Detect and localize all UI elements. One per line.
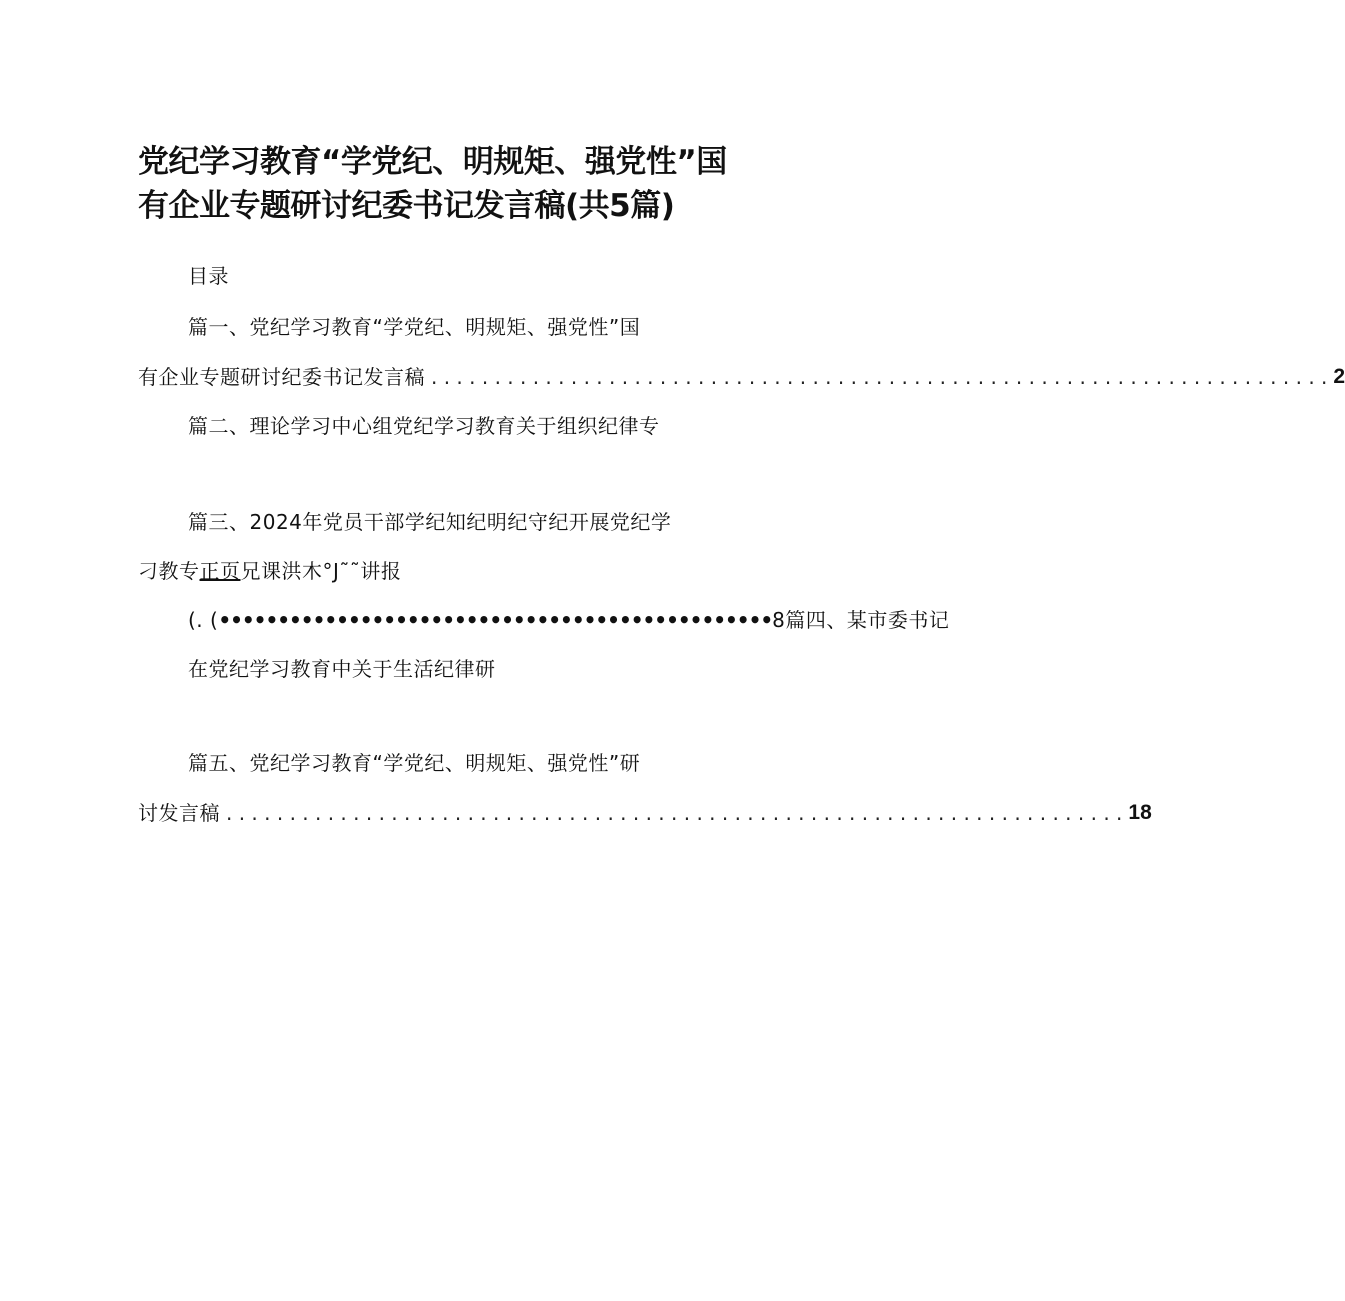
toc-entry-5-text: 讨发言稿 [138,801,220,825]
toc-entry-1-line-1: 篇一、党纪学习教育“学党纪、明规矩、强党性”国 [188,315,641,339]
toc-entry-3-leader-bullets: ••••••••••••••••••••••••••••••••••••••••••••••• [218,608,773,632]
toc-entry-3-line-1[interactable]: 篇三、2024年党员干部学纪知纪明纪守纪开展党纪学 [188,510,672,534]
toc-entry-3-line-2-part-c: 兄课洪木°J˜˜讲报 [240,559,402,583]
toc-entry-5-page-number: 18 [1128,801,1152,824]
toc-entry-3-line-2-part-a: 刁教专 [138,559,200,583]
toc-leader-dots [226,799,1122,827]
toc-entry-3-line-2 [138,557,401,585]
toc-entry-3-line-2-part-b: 正页 [199,559,241,583]
toc-entry-3-line-3 [188,606,949,634]
toc-leader-dots [431,363,1327,391]
document-title-line-2: 有企业专题研讨纪委书记发言稿(共5篇) [138,188,675,224]
toc-entry-3-line-3-suffix: 8篇四、某市委书记 [772,608,950,632]
toc-entry-1-text: 有企业专题研讨纪委书记发言稿 [138,365,425,389]
toc-entry-4-line-2[interactable]: 在党纪学习教育中关于生活纪律研 [188,657,496,681]
toc-entry-2-line-1[interactable]: 篇二、理论学习中心组党纪学习教育关于组织纪律专 [188,414,660,438]
toc-entry-5-line-2[interactable] [138,799,1152,827]
document-title-line-1: 党纪学习教育“学党纪、明规矩、强党性”国 [138,144,727,180]
toc-heading: 目录 [188,264,229,288]
toc-entry-1-line-2[interactable] [138,363,1345,391]
toc-entry-5-line-1: 篇五、党纪学习教育“学党纪、明规矩、强党性”研 [188,751,641,775]
toc-entry-1-page-number: 2 [1333,365,1345,388]
toc-entry-3-line-3-prefix: (. ( [188,608,219,632]
